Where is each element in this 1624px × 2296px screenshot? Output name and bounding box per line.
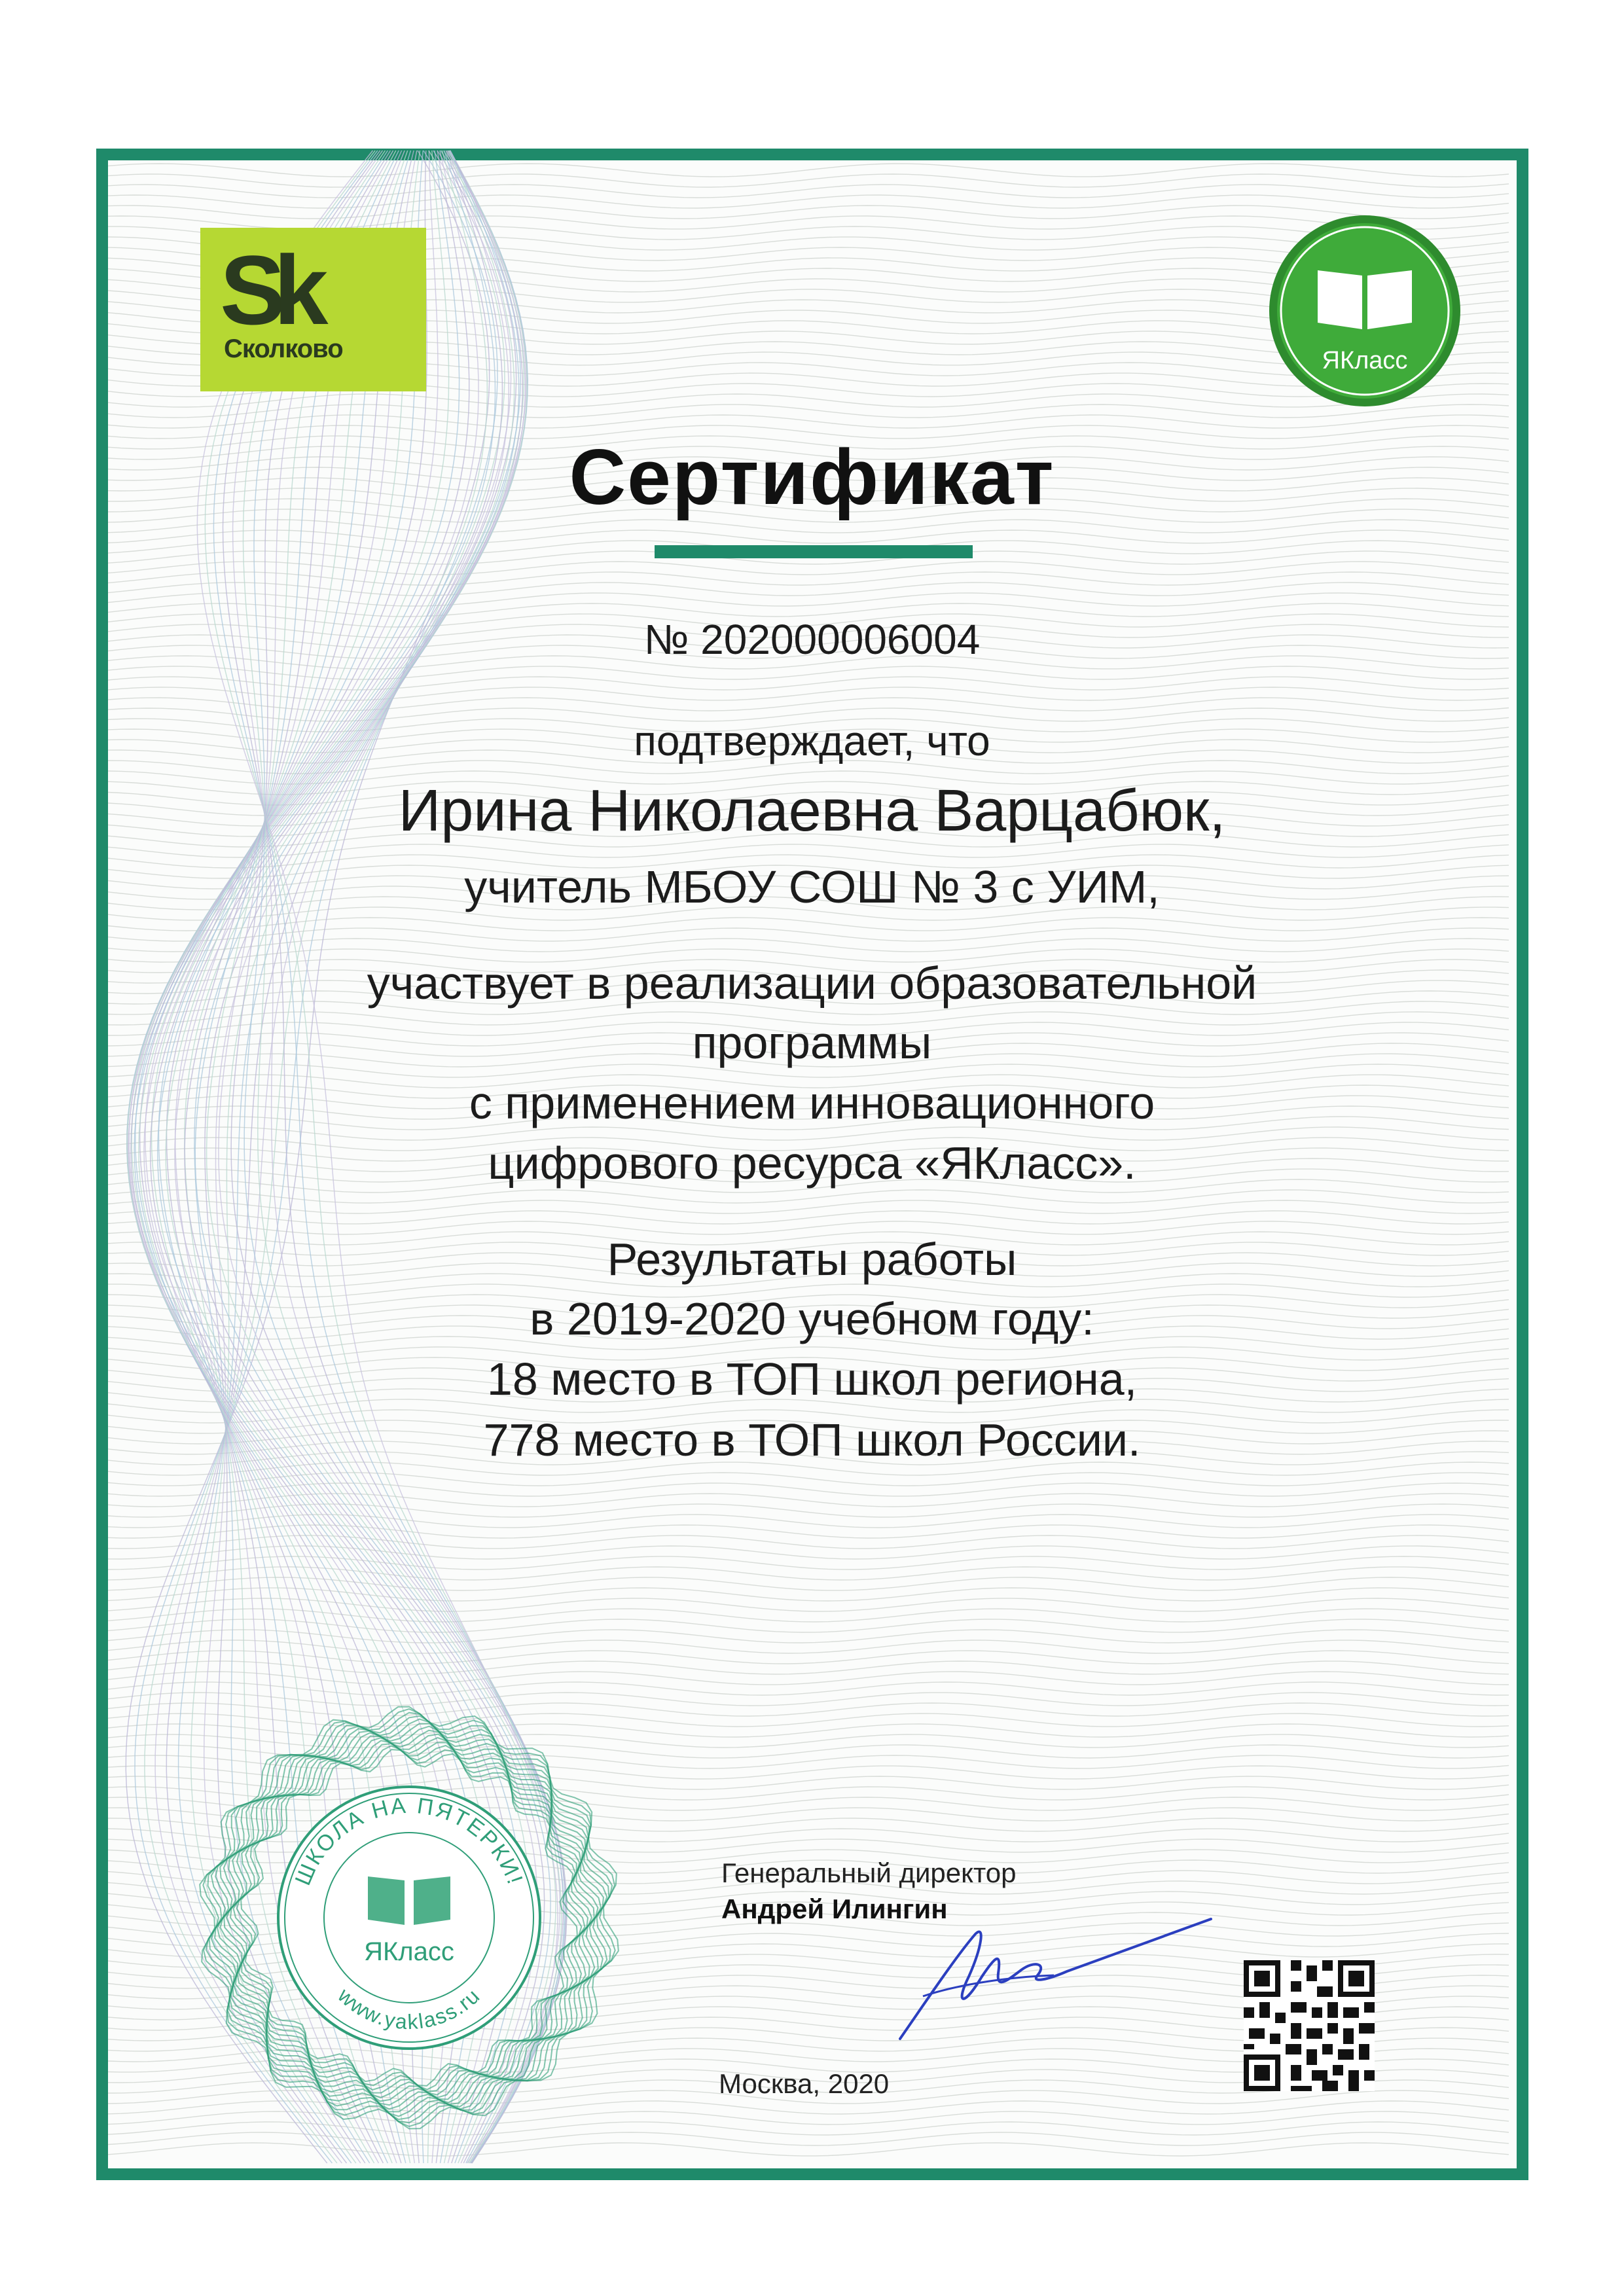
results-line: 18 место в ТОП школ региона, (486, 1354, 1138, 1405)
results-line: 778 место в ТОП школ России. (483, 1414, 1141, 1465)
skolkovo-logo (200, 228, 426, 391)
body-line: программы (692, 1017, 932, 1068)
seal-url: www.yaklass.ru (333, 1983, 485, 2034)
body-line: с применением инновационного (469, 1077, 1155, 1128)
seal-brand: ЯКласс (364, 1937, 454, 1966)
city-year: Москва, 2020 (719, 2068, 890, 2099)
certificate-number: № 202000006004 (643, 616, 981, 663)
qr-code (1244, 1960, 1375, 2091)
yaklass-badge (1267, 213, 1463, 409)
body-line: цифрового ресурса «ЯКласс». (488, 1138, 1136, 1189)
recipient-name: Ирина Николаевна Варцабюк, (398, 778, 1226, 844)
yaklass-seal (196, 1705, 622, 2130)
director-signature (884, 1898, 1224, 2055)
results-line: в 2019-2020 учебном году: (530, 1293, 1094, 1344)
results-line: Результаты работы (607, 1234, 1017, 1285)
skolkovo-logo-mark: Sk (220, 235, 317, 345)
title-underline (655, 545, 973, 558)
certificate-title: Сертификат (569, 433, 1055, 521)
recipient-position: учитель МБОУ СОШ № 3 с УИМ, (464, 861, 1160, 912)
seal-top-text: ШКОЛА НА ПЯТЕРКИ! (290, 1793, 528, 1890)
yaklass-badge-label: ЯКласс (1322, 347, 1408, 374)
confirms-text: подтверждает, что (634, 717, 990, 764)
director-title: Генеральный директор (721, 1857, 1017, 1888)
director-name: Андрей Илингин (721, 1893, 948, 1924)
skolkovo-logo-name: Сколково (224, 334, 343, 363)
body-line: участвует в реализации образовательной (367, 958, 1257, 1009)
